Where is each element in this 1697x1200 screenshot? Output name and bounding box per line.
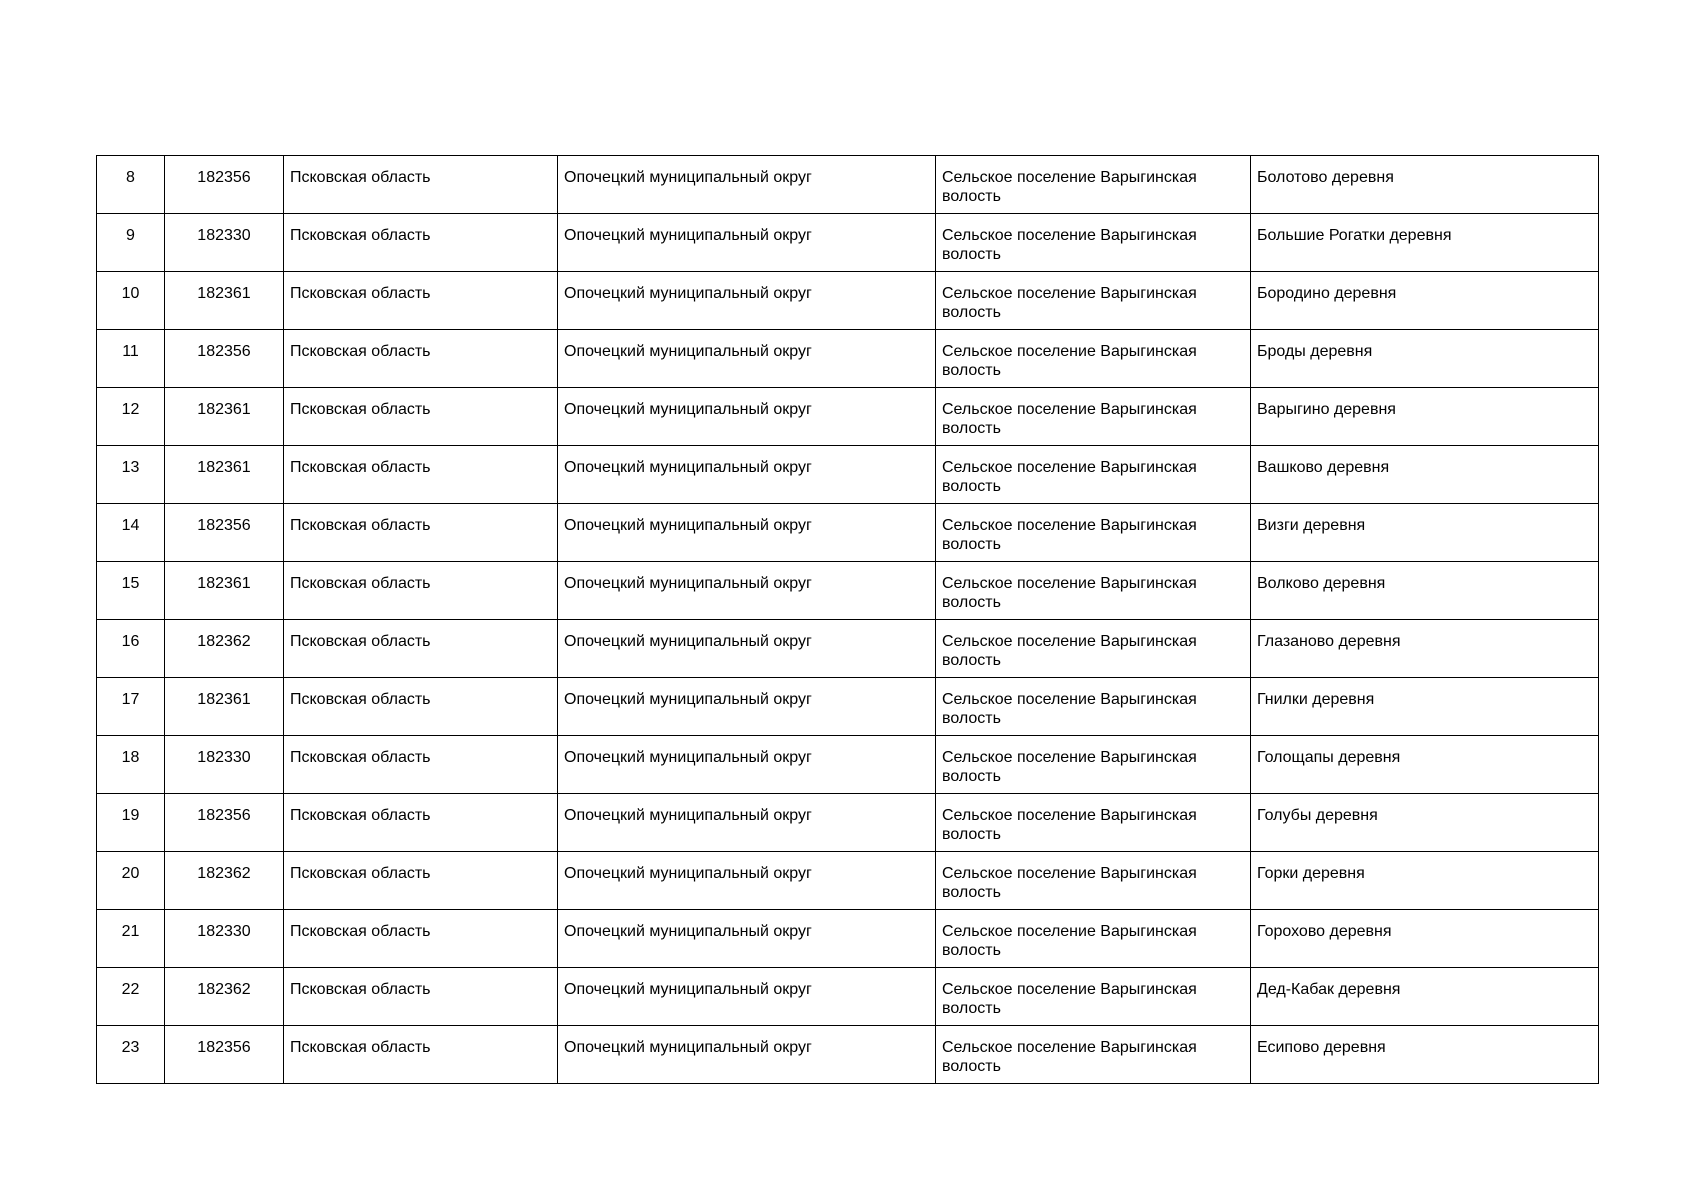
- region-cell: Псковская область: [284, 620, 558, 678]
- postal-code-cell: 182356: [165, 330, 284, 388]
- region-cell: Псковская область: [284, 504, 558, 562]
- table-row: [97, 272, 1599, 330]
- region-cell: Псковская область: [284, 910, 558, 968]
- locality-cell: Голощапы деревня: [1251, 736, 1599, 794]
- table-row: [97, 156, 1599, 214]
- table-body: [97, 156, 1599, 1084]
- row-number-cell: 17: [97, 678, 165, 736]
- locality-cell: Горохово деревня: [1251, 910, 1599, 968]
- row-number-cell: 19: [97, 794, 165, 852]
- row-number-cell: 12: [97, 388, 165, 446]
- locality-cell: Есипово деревня: [1251, 1026, 1599, 1084]
- row-number-cell: 22: [97, 968, 165, 1026]
- settlement-cell: Сельское поселение Варыгинская волость: [936, 794, 1251, 852]
- postal-code-cell: 182330: [165, 214, 284, 272]
- region-cell: Псковская область: [284, 1026, 558, 1084]
- region-cell: Псковская область: [284, 794, 558, 852]
- locality-cell: Болотово деревня: [1251, 156, 1599, 214]
- postal-code-cell: 182356: [165, 1026, 284, 1084]
- locality-cell: Волково деревня: [1251, 562, 1599, 620]
- postal-code-cell: 182362: [165, 968, 284, 1026]
- settlement-cell: Сельское поселение Варыгинская волость: [936, 272, 1251, 330]
- district-cell: Опочецкий муниципальный округ: [558, 562, 936, 620]
- locality-cell: Визги деревня: [1251, 504, 1599, 562]
- district-cell: Опочецкий муниципальный округ: [558, 214, 936, 272]
- postal-code-cell: 182356: [165, 794, 284, 852]
- settlement-cell: Сельское поселение Варыгинская волость: [936, 214, 1251, 272]
- settlement-cell: Сельское поселение Варыгинская волость: [936, 446, 1251, 504]
- region-cell: Псковская область: [284, 736, 558, 794]
- postal-code-cell: 182361: [165, 562, 284, 620]
- locality-cell: Бородино деревня: [1251, 272, 1599, 330]
- table-row: [97, 330, 1599, 388]
- locality-cell: Варыгино деревня: [1251, 388, 1599, 446]
- table-row: [97, 968, 1599, 1026]
- district-cell: Опочецкий муниципальный округ: [558, 156, 936, 214]
- table-row: [97, 910, 1599, 968]
- row-number-cell: 15: [97, 562, 165, 620]
- locality-cell: Голубы деревня: [1251, 794, 1599, 852]
- region-cell: Псковская область: [284, 968, 558, 1026]
- settlement-cell: Сельское поселение Варыгинская волость: [936, 504, 1251, 562]
- district-cell: Опочецкий муниципальный округ: [558, 794, 936, 852]
- region-cell: Псковская область: [284, 852, 558, 910]
- postal-code-cell: 182362: [165, 620, 284, 678]
- district-cell: Опочецкий муниципальный округ: [558, 968, 936, 1026]
- table-row: [97, 504, 1599, 562]
- table-row: [97, 852, 1599, 910]
- row-number-cell: 23: [97, 1026, 165, 1084]
- locality-cell: Вашково деревня: [1251, 446, 1599, 504]
- postal-code-cell: 182356: [165, 156, 284, 214]
- postal-code-cell: 182361: [165, 388, 284, 446]
- settlement-cell: Сельское поселение Варыгинская волость: [936, 968, 1251, 1026]
- row-number-cell: 11: [97, 330, 165, 388]
- postal-code-cell: 182330: [165, 910, 284, 968]
- region-cell: Псковская область: [284, 156, 558, 214]
- district-cell: Опочецкий муниципальный округ: [558, 736, 936, 794]
- settlement-cell: Сельское поселение Варыгинская волость: [936, 620, 1251, 678]
- row-number-cell: 13: [97, 446, 165, 504]
- table-row: [97, 214, 1599, 272]
- locality-cell: Дед-Кабак деревня: [1251, 968, 1599, 1026]
- district-cell: Опочецкий муниципальный округ: [558, 330, 936, 388]
- table-row: [97, 620, 1599, 678]
- locality-cell: Гнилки деревня: [1251, 678, 1599, 736]
- locality-cell: Большие Рогатки деревня: [1251, 214, 1599, 272]
- row-number-cell: 10: [97, 272, 165, 330]
- row-number-cell: 14: [97, 504, 165, 562]
- settlements-table: [96, 155, 1599, 1084]
- table-row: [97, 736, 1599, 794]
- row-number-cell: 18: [97, 736, 165, 794]
- table-row: [97, 1026, 1599, 1084]
- district-cell: Опочецкий муниципальный округ: [558, 910, 936, 968]
- district-cell: Опочецкий муниципальный округ: [558, 446, 936, 504]
- settlement-cell: Сельское поселение Варыгинская волость: [936, 156, 1251, 214]
- postal-code-cell: 182361: [165, 446, 284, 504]
- row-number-cell: 9: [97, 214, 165, 272]
- region-cell: Псковская область: [284, 388, 558, 446]
- locality-cell: Горки деревня: [1251, 852, 1599, 910]
- district-cell: Опочецкий муниципальный округ: [558, 272, 936, 330]
- settlement-cell: Сельское поселение Варыгинская волость: [936, 388, 1251, 446]
- postal-code-cell: 182361: [165, 272, 284, 330]
- locality-cell: Броды деревня: [1251, 330, 1599, 388]
- table-row: [97, 678, 1599, 736]
- postal-code-cell: 182356: [165, 504, 284, 562]
- settlement-cell: Сельское поселение Варыгинская волость: [936, 1026, 1251, 1084]
- district-cell: Опочецкий муниципальный округ: [558, 1026, 936, 1084]
- table-row: [97, 794, 1599, 852]
- settlement-cell: Сельское поселение Варыгинская волость: [936, 562, 1251, 620]
- region-cell: Псковская область: [284, 562, 558, 620]
- settlement-cell: Сельское поселение Варыгинская волость: [936, 852, 1251, 910]
- settlement-cell: Сельское поселение Варыгинская волость: [936, 330, 1251, 388]
- region-cell: Псковская область: [284, 330, 558, 388]
- region-cell: Псковская область: [284, 214, 558, 272]
- settlement-cell: Сельское поселение Варыгинская волость: [936, 736, 1251, 794]
- district-cell: Опочецкий муниципальный округ: [558, 504, 936, 562]
- table-row: [97, 562, 1599, 620]
- postal-code-cell: 182330: [165, 736, 284, 794]
- district-cell: Опочецкий муниципальный округ: [558, 678, 936, 736]
- region-cell: Псковская область: [284, 678, 558, 736]
- table-row: [97, 388, 1599, 446]
- row-number-cell: 20: [97, 852, 165, 910]
- settlement-cell: Сельское поселение Варыгинская волость: [936, 678, 1251, 736]
- row-number-cell: 16: [97, 620, 165, 678]
- postal-code-cell: 182362: [165, 852, 284, 910]
- settlement-cell: Сельское поселение Варыгинская волость: [936, 910, 1251, 968]
- row-number-cell: 8: [97, 156, 165, 214]
- locality-cell: Глазаново деревня: [1251, 620, 1599, 678]
- table-row: [97, 446, 1599, 504]
- row-number-cell: 21: [97, 910, 165, 968]
- district-cell: Опочецкий муниципальный округ: [558, 620, 936, 678]
- region-cell: Псковская область: [284, 272, 558, 330]
- postal-code-cell: 182361: [165, 678, 284, 736]
- district-cell: Опочецкий муниципальный округ: [558, 388, 936, 446]
- region-cell: Псковская область: [284, 446, 558, 504]
- district-cell: Опочецкий муниципальный округ: [558, 852, 936, 910]
